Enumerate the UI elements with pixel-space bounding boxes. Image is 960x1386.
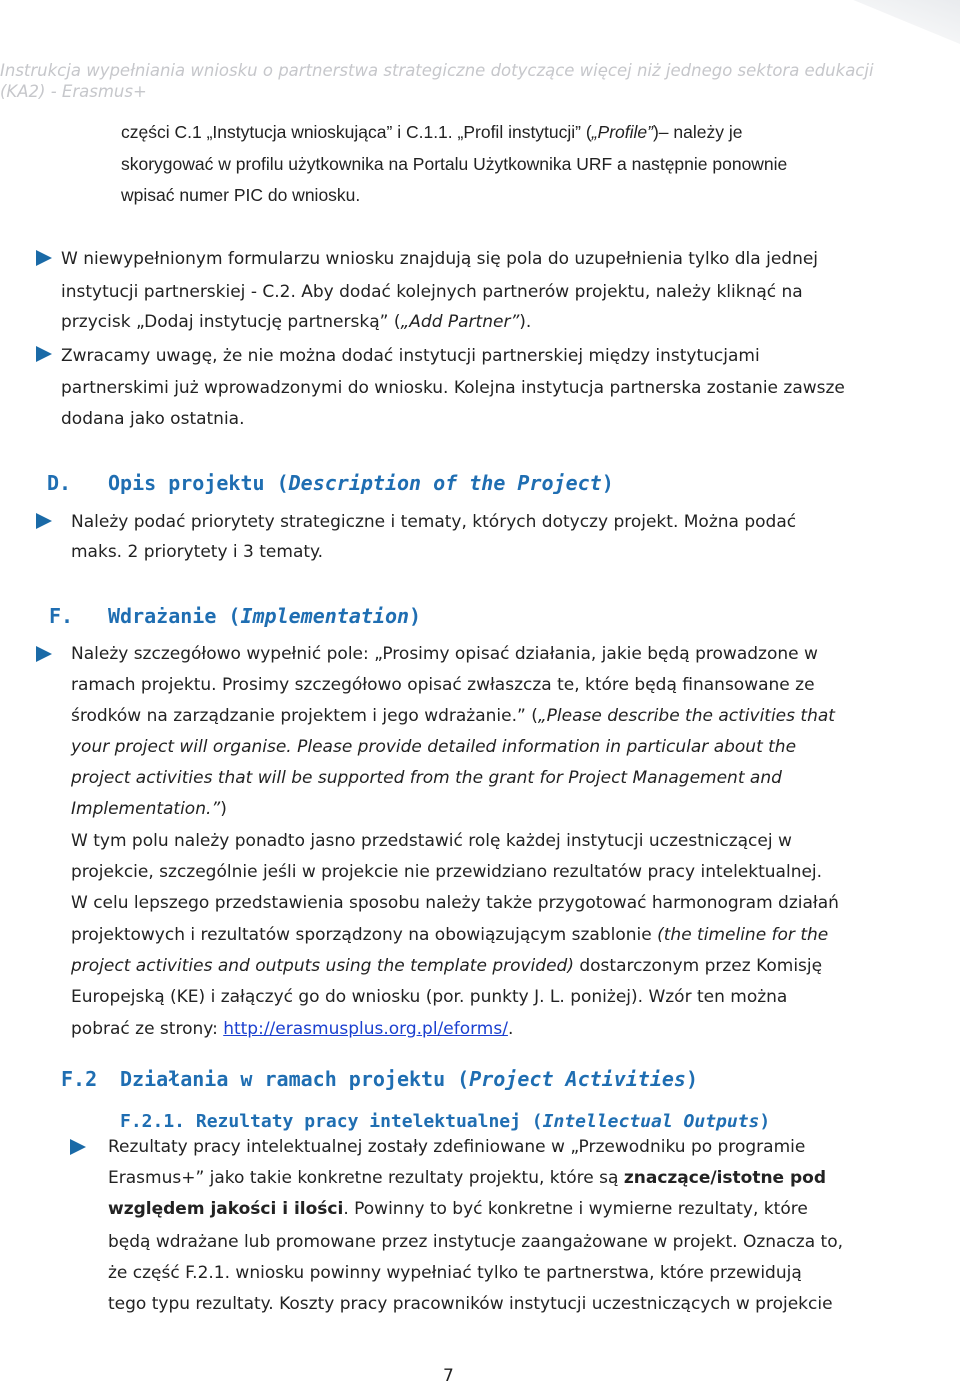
section-f2-number: F.2 xyxy=(61,1067,98,1091)
section-f21-line: że część F.2.1. wniosku powinny wypełniać tylko te partnerstwa, które przewidują xyxy=(108,1263,802,1283)
section-f-letter: F. xyxy=(49,604,74,628)
bullet-line: przycisk „Dodaj instytucję partnerską” („Add Partner”). xyxy=(61,312,532,332)
section-f21-line: tego typu rezultaty. Koszty pracy pracowników instytucji uczestniczących w projekcie xyxy=(108,1294,833,1314)
bullet-line: dodana jako ostatnia. xyxy=(61,409,245,429)
section-f-line: your project will organise. Please provide detailed information in particular about the xyxy=(71,737,797,757)
intro-line: części C.1 „Instytucja wnioskująca” i C.1.1. „Profil instytucji” („Profile”)– należy je xyxy=(121,122,743,142)
section-d-letter: D. xyxy=(47,471,72,495)
bullet-arrow-icon xyxy=(70,1139,86,1155)
section-f-line: pobrać ze strony: http://erasmusplus.org.pl/eforms/. xyxy=(71,1019,514,1039)
header-line-2: (KA2) - Erasmus+ xyxy=(0,82,147,101)
header-line-1: Instrukcja wypełniania wniosku o partnerstwa strategiczne dotyczące więcej niż jednego sektora edukacji xyxy=(0,61,874,80)
bullet-line: Zwracamy uwagę, że nie można dodać instytucji partnerskiej między instytucjami xyxy=(61,346,760,366)
bullet-arrow-icon xyxy=(36,250,52,266)
section-f21-line: względem jakości i ilości. Powinny to być konkretne i wymierne rezultaty, które xyxy=(108,1199,808,1219)
page-number: 7 xyxy=(443,1366,454,1386)
bullet-line: partnerskimi już wprowadzonymi do wniosku. Kolejna instytucja partnerska zostanie zawsze xyxy=(61,378,845,398)
section-f-line: Europejską (KE) i załączyć go do wniosku (por. punkty J. L. poniżej). Wzór ten można xyxy=(71,987,788,1007)
section-f-line: ramach projektu. Prosimy szczegółowo opisać zwłaszcza te, które będą finansowane ze xyxy=(71,675,815,695)
running-header xyxy=(0,60,900,102)
section-f21-line: Erasmus+” jako takie konkretne rezultaty projektu, które są znaczące/istotne pod xyxy=(108,1168,827,1188)
bullet-line: instytucji partnerskiej - C.2. Aby dodać kolejnych partnerów projektu, należy kliknąć na xyxy=(61,282,803,302)
section-f-line: project activities that will be supported from the grant for Project Management and xyxy=(71,768,782,788)
bullet-arrow-icon xyxy=(36,513,52,529)
section-f-line: Należy szczegółowo wypełnić pole: „Prosimy opisać działania, jakie będą prowadzone w xyxy=(71,644,818,664)
intro-line: skorygować w profilu użytkownika na Portalu Użytkownika URF a następnie ponownie xyxy=(121,154,788,174)
section-f-line: środków na zarządzanie projektem i jego wdrażanie.” („Please describe the activities that xyxy=(71,706,835,726)
section-d-title: Opis projektu (Description of the Project) xyxy=(108,471,614,495)
section-f-line: W celu lepszego przedstawienia sposobu należy także przygotować harmonogram działań xyxy=(71,893,839,913)
section-f-line: W tym polu należy ponadto jasno przedstawić rolę każdej instytucji uczestniczącej w xyxy=(71,831,792,851)
section-f2-title: Działania w ramach projektu (Project Activities) xyxy=(120,1067,698,1091)
intro-line: wpisać numer PIC do wniosku. xyxy=(121,185,361,205)
section-d-line: maks. 2 priorytety i 3 tematy. xyxy=(71,542,324,562)
section-f-line: projektowych i rezultatów sporządzony na obowiązującym szablonie (the timeline for the xyxy=(71,925,829,945)
section-f-title: Wdrażanie (Implementation) xyxy=(108,604,422,628)
eforms-link[interactable]: http://erasmusplus.org.pl/eforms/ xyxy=(223,1019,508,1039)
bullet-line: W niewypełnionym formularzu wniosku znajdują się pola do uzupełnienia tylko dla jednej xyxy=(61,249,819,269)
section-f-line: Implementation.”) xyxy=(71,799,227,819)
section-f-line: project activities and outputs using the template provided) dostarczonym przez Komisję xyxy=(71,956,823,976)
section-d-line: Należy podać priorytety strategiczne i tematy, których dotyczy projekt. Można podać xyxy=(71,512,797,532)
header-decoration xyxy=(830,0,960,44)
section-f21-line: Rezultaty pracy intelektualnej zostały zdefiniowane w „Przewodniku po programie xyxy=(108,1137,806,1157)
section-f21-line: będą wdrażane lub promowane przez instytucje zaangażowane w projekt. Oznacza to, xyxy=(108,1232,844,1252)
section-f-line: projekcie, szczególnie jeśli w projekcie nie przewidziano rezultatów pracy intelektualnej. xyxy=(71,862,823,882)
bullet-arrow-icon xyxy=(36,346,52,362)
section-f21-title: F.2.1. Rezultaty pracy intelektualnej (Intellectual Outputs) xyxy=(120,1111,771,1132)
bullet-arrow-icon xyxy=(36,646,52,662)
